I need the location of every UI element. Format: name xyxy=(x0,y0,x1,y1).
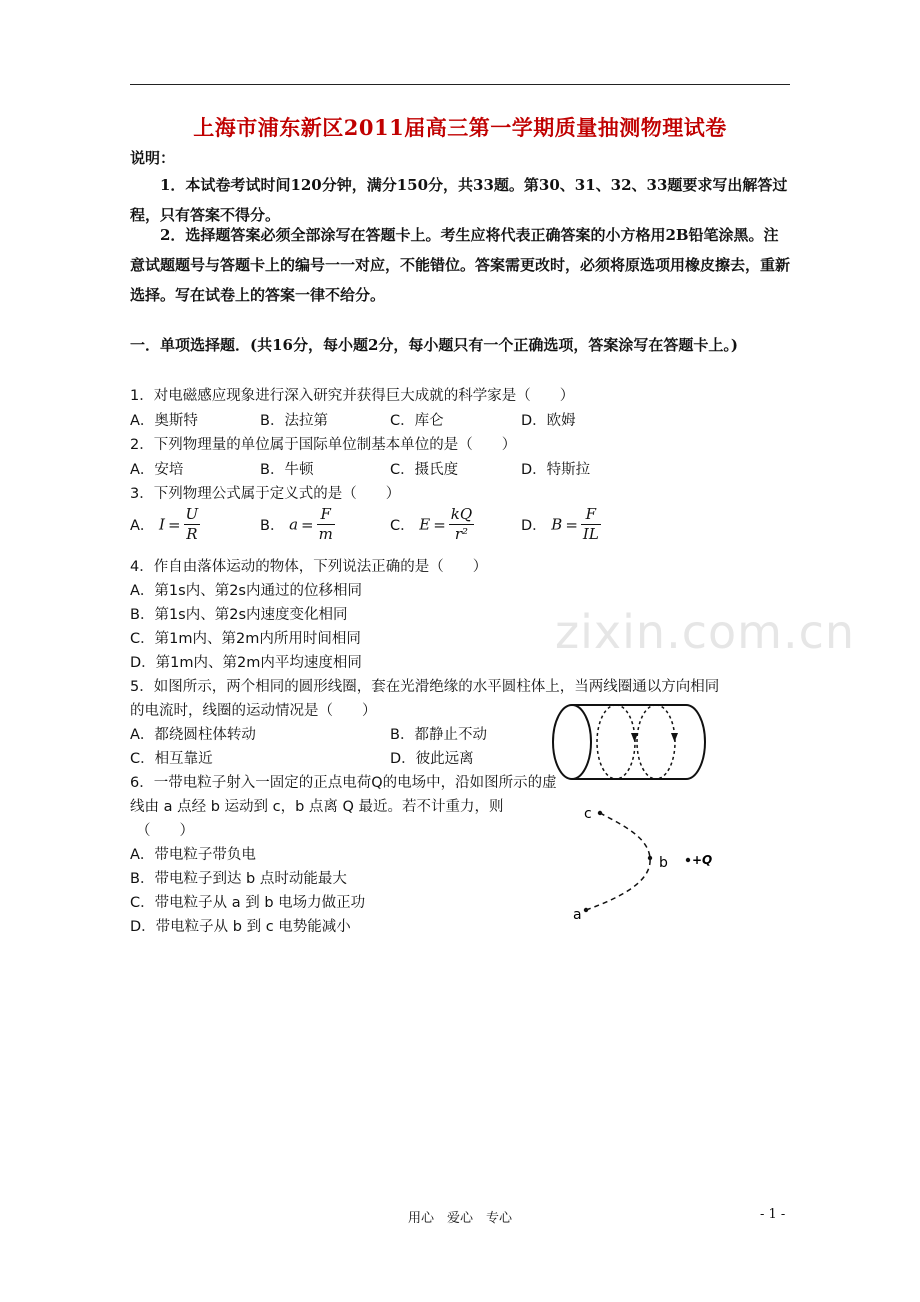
question-6-option-a: A．带电粒子带负电 xyxy=(130,847,256,863)
question-6-option-c: C．带电粒子从 a 到 b 电场力做正功 xyxy=(130,895,366,911)
page-number: - 1 - xyxy=(760,1207,786,1222)
label-a: a xyxy=(573,907,582,923)
denominator: r² xyxy=(454,525,469,543)
question-4-option-b: B．第1s内、第2s内速度变化相同 xyxy=(130,607,348,623)
equals-sign: = xyxy=(433,515,446,534)
question-4-option-d: D．第1m内、第2m内平均速度相同 xyxy=(130,655,362,671)
coil-right-back xyxy=(637,705,656,779)
question-1-option-d: D．欧姆 xyxy=(521,413,576,429)
charge-q xyxy=(686,858,690,862)
fraction xyxy=(581,505,601,544)
trajectory-figure xyxy=(570,800,720,925)
question-6-option-d: D．带电粒子从 b 到 c 电势能减小 xyxy=(130,919,351,935)
numerator: F xyxy=(317,505,335,525)
question-3-option-d xyxy=(521,505,601,544)
trajectory-path xyxy=(586,813,650,910)
question-5-stem-line-2: 的电流时，线圈的运动情况是（ ） xyxy=(130,703,377,719)
option-c-label: C． xyxy=(390,518,415,534)
equals-sign: = xyxy=(301,515,314,534)
fraction xyxy=(317,505,335,544)
question-4-option-c: C．第1m内、第2m内所用时间相同 xyxy=(130,631,361,647)
question-3-option-c xyxy=(390,505,474,544)
point-b xyxy=(648,856,652,860)
label-c: c xyxy=(584,806,592,822)
option-a-label: A． xyxy=(130,518,155,534)
coil-right-front xyxy=(656,705,675,779)
question-3-option-a xyxy=(130,505,200,544)
watermark: zixin.com.cn xyxy=(555,605,856,659)
point-a xyxy=(584,908,588,912)
option-d-label: D． xyxy=(521,518,547,534)
question-3-option-b xyxy=(260,505,335,544)
equals-sign: = xyxy=(167,515,181,534)
formula-lhs: B xyxy=(551,515,563,534)
question-2-option-b: B．牛顿 xyxy=(260,462,314,478)
formula-lhs: E xyxy=(419,515,431,534)
question-5-stem-line-1: 5．如图所示，两个相同的圆形线圈，套在光滑绝缘的水平圆柱体上，当两线圈通以方向相同 xyxy=(130,679,720,695)
notes-item-2 xyxy=(130,220,792,310)
question-4-stem: 4．作自由落体运动的物体，下列说法正确的是（ ） xyxy=(130,559,488,575)
question-6-option-b: B．带电粒子到达 b 点时动能最大 xyxy=(130,871,347,887)
header-rule xyxy=(130,84,790,85)
coil-left-front xyxy=(616,705,635,779)
numerator: kQ xyxy=(450,505,473,523)
question-1-option-b: B．法拉第 xyxy=(260,413,328,429)
question-2-option-c: C．摄氏度 xyxy=(390,462,459,478)
denominator: R xyxy=(186,525,198,543)
notes-item-1-text: 1．本试卷考试时间120分钟，满分150分，共33题。第30、31、32、33题要求写出解答过程，只有答案不得分。 xyxy=(130,176,788,224)
question-1-option-c: C．库仑 xyxy=(390,413,444,429)
section-1-heading: 一．单项选择题．(共16分，每小题2分，每小题只有一个正确选项，答案涂写在答题卡上。) xyxy=(130,336,739,354)
cylinder-right-end xyxy=(686,705,705,779)
question-3-stem: 3．下列物理公式属于定义式的是（ ） xyxy=(130,486,401,502)
current-arrow-right-icon xyxy=(671,733,678,742)
page-title: 上海市浦东新区2011届高三第一学期质量抽测物理试卷 xyxy=(193,115,727,140)
label-b: b xyxy=(659,855,668,871)
question-2-option-a: A．安培 xyxy=(130,462,184,478)
cylinder-left-end xyxy=(553,705,591,779)
question-2-stem: 2．下列物理量的单位属于国际单位制基本单位的是（ ） xyxy=(130,437,517,453)
fraction xyxy=(449,505,474,544)
denominator: m xyxy=(318,525,333,543)
formula-lhs: a xyxy=(289,515,299,534)
question-5-option-c: C．相互靠近 xyxy=(130,751,213,767)
question-5-option-d: D．彼此远离 xyxy=(390,751,474,767)
notes-item-2-text: 2．选择题答案必须全部涂写在答题卡上。考生应将代表正确答案的小方格用2B铅笔涂黑。注意试题题号与答题卡上的编号一一对应，不能错位。答案需更改时，必须将原选项用橡皮擦去，重新选择。写在试卷上的答案一律不给分。 xyxy=(130,226,791,304)
question-5-option-a: A．都绕圆柱体转动 xyxy=(130,727,256,743)
denominator: IL xyxy=(582,525,599,543)
label-q: +Q xyxy=(692,853,713,867)
formula-lhs: I xyxy=(159,515,165,534)
question-6-stem-line-1: 6．一带电粒子射入一固定的正点电荷Q的电场中，沿如图所示的虚 xyxy=(130,775,557,791)
question-6-stem-line-3: （ ） xyxy=(136,823,194,839)
cylinder-coils-figure xyxy=(548,700,713,786)
point-c xyxy=(598,811,602,815)
question-2-option-d: D．特斯拉 xyxy=(521,462,591,478)
notes-heading: 说明： xyxy=(130,149,176,167)
coil-left-back xyxy=(597,705,616,779)
question-5-option-b: B．都静止不动 xyxy=(390,727,487,743)
question-6-stem-line-2: 线由 a 点经 b 运动到 c，b 点离 Q 最近。若不计重力，则 xyxy=(130,799,504,815)
numerator: F xyxy=(581,505,601,525)
option-b-label: B． xyxy=(260,518,285,534)
equals-sign: = xyxy=(565,515,578,534)
question-1-stem: 1．对电磁感应现象进行深入研究并获得巨大成就的科学家是（ ） xyxy=(130,388,575,404)
numerator: U xyxy=(185,505,199,523)
footer-slogan: 用心 爱心 专心 xyxy=(407,1211,512,1226)
question-1-option-a: A．奥斯特 xyxy=(130,413,198,429)
fraction xyxy=(184,505,201,544)
question-4-option-a: A．第1s内、第2s内通过的位移相同 xyxy=(130,583,362,599)
